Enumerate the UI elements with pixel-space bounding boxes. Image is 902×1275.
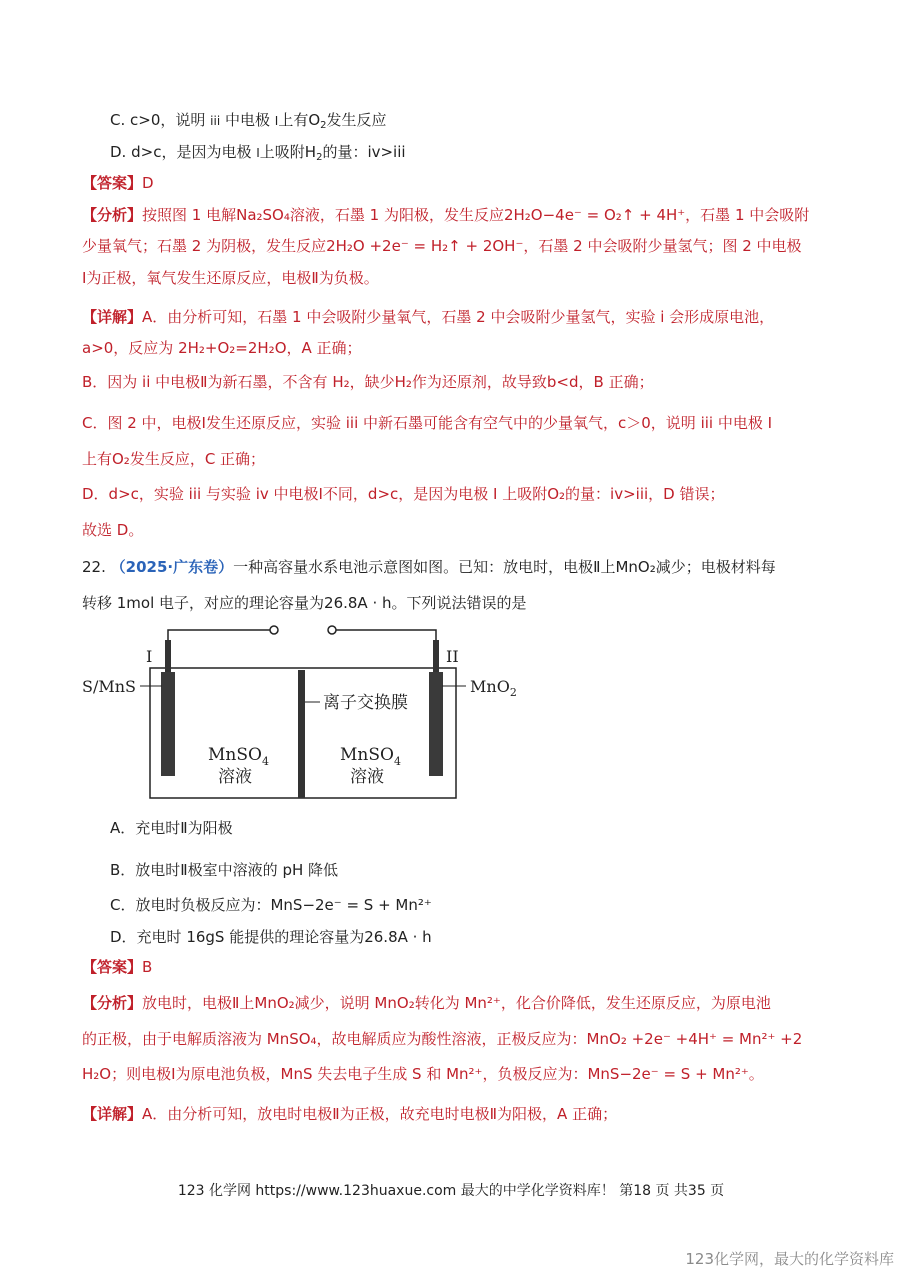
q21-detail-line-3: B．因为 ii 中电极Ⅱ为新石墨，不含有 H₂，缺少H₂作为还原剂，故导致b<d，B 正确； [82,373,654,391]
page-footer: 123 化学网 https://www.123huaxue.com 最大的中学化学资料库！ 第18 页 共35 页 [177,1183,725,1199]
q21-detail-line-7: 故选 D。 [82,521,144,539]
label-I: I [146,647,153,666]
right-solution-formula: MnSO$_4$ [340,745,401,768]
q22-analysis-line-3: H₂O；则电极Ⅰ为原电池负极，MnS 失去电子生成 S 和 Mn²⁺，负极反应为：MnS−2e⁻ = S + Mn²⁺。 [82,1065,764,1083]
left-wire [168,630,270,640]
electrode-I-rod [165,640,171,675]
q21-detail-line-1: 【详解】A．由分析可知，石墨 1 中会吸附少量氧气，石墨 2 中会吸附少量氢气，实验 i 会形成原电池， [82,308,775,326]
q22-option-b: B．放电时Ⅱ极室中溶液的 pH 降低 [110,861,339,879]
right-electrode-label: MnO$_2$ [470,677,517,699]
q21-detail-line-5: 上有O₂发生反应，C 正确； [82,450,266,468]
q22-analysis-line-1: 【分析】放电时，电极Ⅱ上MnO₂减少，说明 MnO₂转化为 Mn²⁺，化合价降低，发生还原反应，为原电池 [82,994,771,1012]
battery-diagram [80,622,520,807]
left-electrode-label: S/MnS [82,677,136,696]
q21-analysis-line-2: 少量氧气；石墨 2 为阴极，发生反应2H₂O +2e⁻ = H₂↑ + 2OH⁻，石墨 2 中会吸附少量氢气；图 2 中电极 [82,237,802,255]
label-II: II [446,647,459,666]
right-terminal [328,626,336,634]
left-solution-formula: MnSO$_4$ [208,745,269,768]
q22-option-d: D．充电时 16gS 能提供的理论容量为26.8A · h [110,928,432,946]
q21-detail-line-2: a>0，反应为 2H₂+O₂=2H₂O，A 正确； [82,339,362,357]
right-wire [336,630,436,640]
ion-exchange-membrane [298,670,305,798]
q21-analysis-line-1: 【分析】按照图 1 电解Na₂SO₄溶液，石墨 1 为阳极，发生反应2H₂O−4e⁻ = O₂↑ + 4H⁺，石墨 1 中会吸附 [82,206,810,224]
q21-option-d: D. d>c，是因为电极 I上吸附$H_2$的量：iv>iii [110,143,406,163]
q21-detail-line-4: C．图 2 中，电极Ⅰ发生还原反应，实验 iii 中新石墨可能含有空气中的少量氧气，c＞0，说明 iii 中电极 I [82,414,773,432]
q21-option-c: C. c>0，说明 iii 中电极 I上有$O_2$发生反应 [110,111,387,131]
electrode-I [161,672,175,776]
q22-option-a: A．充电时Ⅱ为阳极 [110,819,233,837]
q22-detail-line-1: 【详解】A．由分析可知，放电时电极Ⅱ为正极，故充电时电极Ⅱ为阳极，A 正确； [82,1105,618,1123]
left-terminal [270,626,278,634]
q21-analysis-line-3: Ⅰ为正极，氧气发生还原反应，电极Ⅱ为负极。 [82,269,379,287]
right-solution-word: 溶液 [350,767,384,787]
q21-answer: 【答案】D [82,174,154,192]
q21-detail-line-6: D．d>c，实验 iii 与实验 iv 中电极Ⅰ不同，d>c，是因为电极 I 上吸附O₂的量：iv>iii，D 错误； [82,485,725,503]
q22-analysis-line-2: 的正极，由于电解质溶液为 MnSO₄，故电解质应为酸性溶液，正极反应为：MnO₂ +2e⁻ +4H⁺ = Mn²⁺ +2 [82,1030,803,1048]
watermark: 123化学网，最大的化学资料库 [685,1250,894,1268]
electrode-II [429,672,443,776]
q22-stem-line-1: 22. （2025·广东卷）一种高容量水系电池示意图如图。已知：放电时，电极Ⅱ上MnO₂减少；电极材料每 [82,558,776,576]
q22-answer: 【答案】B [82,958,153,976]
q22-option-c: C．放电时负极反应为：MnS−2e⁻ = S + Mn²⁺ [110,896,432,914]
left-solution-word: 溶液 [218,767,252,787]
membrane-label: 离子交换膜 [323,693,408,713]
electrode-II-rod [433,640,439,675]
q22-stem-line-2: 转移 1mol 电子，对应的理论容量为26.8A · h。下列说法错误的是 [82,594,527,612]
